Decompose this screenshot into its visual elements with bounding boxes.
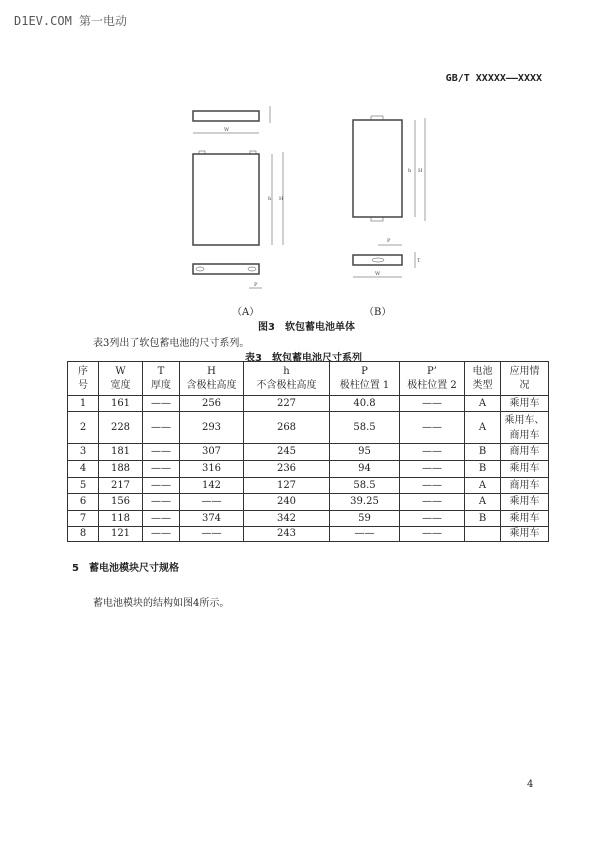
table-cell: 乘用车 [501,396,549,412]
table-cell: 316 [180,461,244,478]
table-cell: 121 [99,527,143,542]
table-row [68,444,549,461]
table-cell: 243 [244,527,330,542]
table-cell: 乘用车、商用车 [501,412,549,444]
column-header [330,362,400,396]
table-cell: A [465,396,501,412]
svg-text:W: W [224,127,230,133]
column-header-line: P [361,365,368,377]
section-heading: 5 蓄电池模块尺寸规格 [72,563,179,574]
column-header [68,362,99,396]
column-header-line: 电池 [472,365,493,377]
table-cell: 40.8 [330,396,400,412]
table-cell: 5 [68,478,99,494]
table-row [68,412,549,444]
column-header [99,362,143,396]
column-header-line: 应用情 [509,365,540,377]
table-cell [465,527,501,542]
table-cell: 3 [68,444,99,461]
table-cell: —— [400,478,465,494]
table-cell: 2 [68,412,99,444]
table-cell: 161 [99,396,143,412]
svg-text:h: h [268,196,272,202]
table-cell: 227 [244,396,330,412]
table-cell: 4 [68,461,99,478]
column-header-line: W [115,365,126,377]
column-header-line: H [207,365,216,377]
table-cell: 240 [244,494,330,511]
column-header-line: h [283,365,290,377]
table-cell: 268 [244,412,330,444]
table-row [68,461,549,478]
column-header-line: 况 [519,379,530,391]
table-cell: 乘用车 [501,494,549,511]
table-cell: 58.5 [330,412,400,444]
table-cell: 8 [68,527,99,542]
table-cell: 乘用车 [501,461,549,478]
table-cell: 商用车 [501,478,549,494]
column-header-line: 极柱位置 2 [407,379,457,391]
column-header-line: 厚度 [151,379,171,391]
page-number: 4 [527,779,534,790]
svg-text:H: H [279,196,284,202]
column-header-line: P’ [427,365,437,377]
table-cell: 39.25 [330,494,400,511]
svg-text:h: h [408,168,412,174]
table-cell: 342 [244,511,330,527]
figure-caption: 图3 软包蓄电池单体 [258,322,355,333]
table-cell: 245 [244,444,330,461]
table-cell: 127 [244,478,330,494]
table-cell: 307 [180,444,244,461]
table-cell: 188 [99,461,143,478]
column-header [143,362,180,396]
table-cell: —— [143,478,180,494]
table-cell: 乘用车 [501,511,549,527]
column-header [244,362,330,396]
table-cell: 乘用车 [501,527,549,542]
table-header-row [68,362,549,396]
table-row [68,396,549,412]
table-cell: A [465,494,501,511]
intro-text: 表3列出了软包蓄电池的尺寸系列。 [93,338,250,349]
table-cell: 7 [68,511,99,527]
table-cell: —— [400,527,465,542]
column-header-line: 含极柱高度 [186,379,237,391]
table-cell: B [465,511,501,527]
column-header-line: 不含极柱高度 [256,379,317,391]
table-cell: 181 [99,444,143,461]
table-cell: A [465,478,501,494]
table-row [68,527,549,542]
column-header [180,362,244,396]
svg-text:W: W [375,271,381,277]
table-cell: —— [143,461,180,478]
table-cell: —— [400,494,465,511]
table-cell: 118 [99,511,143,527]
table-cell: A [465,412,501,444]
svg-text:P: P [387,238,391,244]
table-row [68,478,549,494]
column-header-line: 宽度 [110,379,131,391]
table-cell: 156 [99,494,143,511]
figure-label-a: （A） [232,307,260,318]
table-cell: 95 [330,444,400,461]
table-cell: —— [143,412,180,444]
table-cell: 6 [68,494,99,511]
table-cell: 商用车 [501,444,549,461]
battery-size-table [67,361,549,542]
column-header [400,362,465,396]
table-row [68,494,549,511]
column-header [465,362,501,396]
table-cell: 256 [180,396,244,412]
column-header [501,362,549,396]
column-header-line: T [157,365,165,377]
table-cell: 293 [180,412,244,444]
column-header-line: 极柱位置 1 [339,379,390,391]
table-cell: —— [143,494,180,511]
table-cell: 1 [68,396,99,412]
table-cell: —— [143,396,180,412]
table-cell: —— [400,444,465,461]
table-cell: 217 [99,478,143,494]
table-cell: 228 [99,412,143,444]
watermark: D1EV.COM 第一电动 [14,14,128,28]
cell-b-drawing [353,116,425,277]
table-cell: 236 [244,461,330,478]
table-cell: 58.5 [330,478,400,494]
table-row [68,511,549,527]
table-cell: —— [400,412,465,444]
table-cell: —— [400,461,465,478]
table-cell: —— [143,511,180,527]
table-cell: 374 [180,511,244,527]
column-header-line: 类型 [472,379,493,391]
table-cell: —— [330,527,400,542]
battery-cell-figure [0,0,600,320]
table-cell: —— [400,396,465,412]
table-cell: 142 [180,478,244,494]
table-title: 表3 软包蓄电池尺寸系列 [245,353,362,364]
figure-label-b: （B） [364,307,392,318]
svg-text:T: T [417,258,421,264]
table-cell: —— [180,494,244,511]
table-cell: B [465,461,501,478]
table-cell: —— [143,527,180,542]
column-header-line: 号 [78,379,88,391]
standard-number: GB/T XXXXX——XXXX [445,73,542,84]
table-cell: —— [400,511,465,527]
table-cell: 94 [330,461,400,478]
body-text: 蓄电池模块的结构如图4所示。 [93,598,230,609]
svg-text:H: H [418,168,423,174]
table-cell: 59 [330,511,400,527]
svg-text:P: P [254,282,258,288]
cell-a-drawing [193,106,284,288]
table-cell: —— [180,527,244,542]
table-cell: —— [143,444,180,461]
column-header-line: 序 [78,365,88,377]
table-cell: B [465,444,501,461]
